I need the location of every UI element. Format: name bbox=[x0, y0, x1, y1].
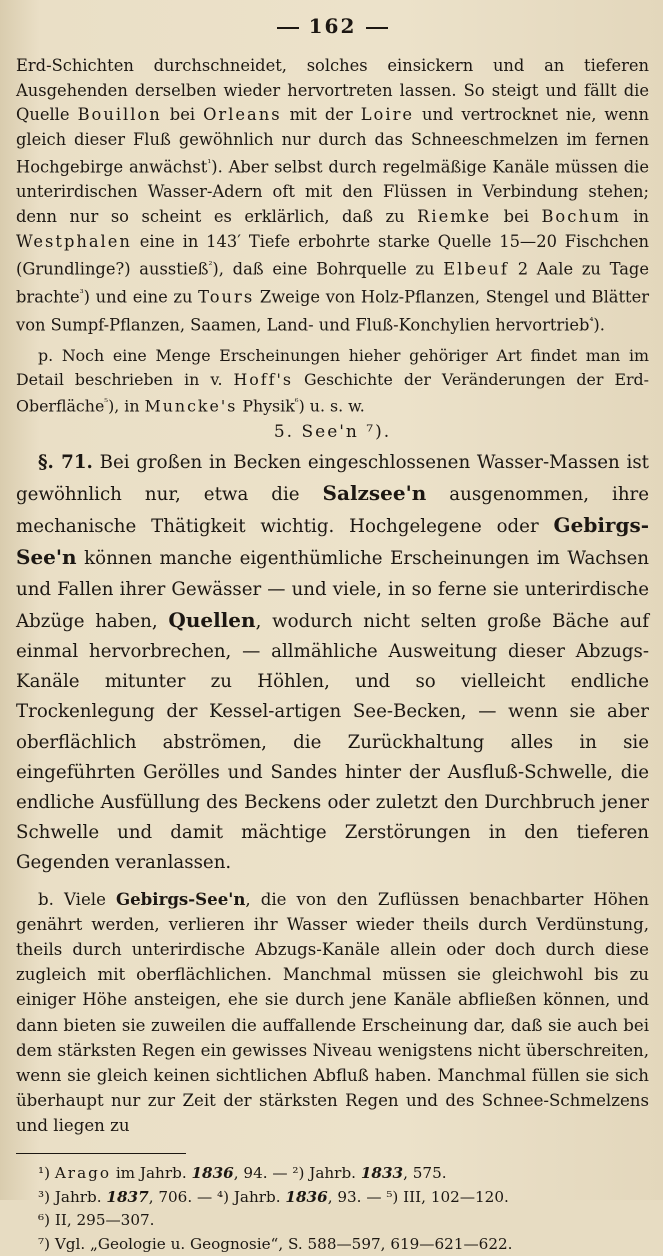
para1-run: ). bbox=[593, 315, 605, 335]
para2-run: Muncke's bbox=[144, 396, 238, 416]
paragraph-p-note bbox=[16, 344, 649, 417]
para4-run: b. Viele bbox=[38, 889, 116, 909]
footnote-run: , 93. — ⁵) III, 102—120. bbox=[327, 1187, 509, 1206]
para1-run: ) und eine zu bbox=[83, 287, 199, 307]
para2-run: p. Noch eine Menge Erscheinungen hieher gehöriger Art findet man im Detail beschrieben in v. bbox=[16, 346, 649, 389]
para1-run: und vertrocknet nie, wenn gleich dieser Fluß gewöhnlich nur durch das Schneeschmelzen im fernen Hochgebirge anwächst bbox=[16, 105, 649, 177]
dash-left bbox=[277, 27, 299, 29]
para3-run: Salzsee'n bbox=[322, 480, 427, 505]
footnote-run: ³) Jahrb. bbox=[38, 1187, 107, 1206]
footnote-run: Arago bbox=[54, 1164, 111, 1183]
footnote-run: 1833 bbox=[360, 1164, 404, 1183]
para3-run: Quellen bbox=[168, 607, 256, 632]
para2-run: ⁶ bbox=[294, 397, 299, 409]
para1-run: ¹ bbox=[207, 158, 212, 170]
paragraph-section-71 bbox=[16, 448, 649, 879]
footnote-run: , 575. bbox=[403, 1164, 447, 1183]
para1-run: 2 Aale zu Tage brachte bbox=[16, 259, 649, 307]
para1-run: mit der bbox=[281, 105, 361, 125]
para1-run: Elbeuf bbox=[443, 259, 509, 279]
para3-run: können manche eigenthümliche Erscheinungen im Wachsen und Fallen ihrer Gewässer — und viele, in so ferne sie unterirdische Abzüge haben, bbox=[16, 548, 649, 632]
para3-run: Gebirgs-See'n bbox=[16, 513, 649, 570]
page-number: 162 bbox=[16, 14, 649, 38]
footnote-line bbox=[16, 1209, 649, 1233]
para2-run: ⁵ bbox=[104, 397, 109, 409]
para1-run: Riemke bbox=[417, 206, 492, 226]
footnote-run: , 706. — ⁴) Jahrb. bbox=[148, 1187, 286, 1206]
para1-run: bei bbox=[161, 105, 204, 125]
footnotes bbox=[16, 1162, 649, 1256]
footnote-line bbox=[16, 1162, 649, 1186]
para3-run: , wodurch nicht selten große Bäche auf einmal hervorbrechen, — allmähliche Ausweitung dieser Abzugs-Kanäle mitunter zu Höhlen, und so vielleicht endliche Trockenlegung der Kessel-artigen See-Becken, — wenn sie aber oberflächlich abströmen, die Zurückhaltung alles in sie eingeführten Gerölles und Sandes hinter der Ausfluß-Schwelle, die endliche Ausfüllung des Beckens oder zuletzt den Durchbruch jener Schwelle und damit mächtige Zerstörungen in den tieferen Gegenden veranlassen. bbox=[16, 610, 650, 874]
footnote-run: im Jahrb. bbox=[111, 1164, 192, 1183]
footnote-line bbox=[16, 1186, 649, 1210]
para1-run: Orleans bbox=[203, 105, 282, 125]
para1-run: ). Aber selbst durch regelmäßige Kanäle müssen die unterirdischen Wasser-Adern oft mit den Flüssen in Verbindung stehen; denn nur so scheint es erklärlich, daß zu bbox=[16, 157, 649, 226]
para1-run: Bochum bbox=[541, 206, 621, 226]
para4-run: Gebirgs-See'n bbox=[115, 888, 246, 909]
footnote-run: , 94. — ²) Jahrb. bbox=[233, 1164, 361, 1183]
para2-run: ) u. s. w. bbox=[298, 396, 365, 416]
footnote-run: ¹) bbox=[38, 1164, 55, 1183]
para1-run: Loire bbox=[360, 105, 414, 125]
para1-run: in bbox=[620, 206, 649, 226]
para1-run: Tours bbox=[198, 287, 255, 307]
footnote-run: 1836 bbox=[285, 1187, 328, 1206]
footnote-run: ⁶) II, 295—307. bbox=[38, 1211, 155, 1230]
section-heading: 5. See'n ⁷). bbox=[273, 421, 392, 442]
para1-run: bei bbox=[491, 206, 542, 226]
para2-run: Geschichte der Veränderungen der Erd-Oberfläche bbox=[16, 369, 649, 416]
para4-run: , die von den Zuflüssen benachbarter Höhen genährt werden, verlieren ihr Wasser wieder theils durch Verdünstung, theils durch unterirdische Abzugs-Kanäle allein oder doch durch diese zugleich mit oberflächlichen. Manchmal müssen sie gleichwohl bis zu einiger Höhe ansteigen, ehe sie durch jene Kanäle abfließen können, und dann bieten sie zuweilen die auffallende Erscheinung dar, daß sie auch bei dem stärksten Regen ein gewisses Niveau wenigstens nicht überschreiten, wenn sie gleich keinen sichtlichen Abfluß haben. Manchmal füllen sie sich überhaupt nur zur Zeit der stärksten Regen und des Schnee-Schmelzens und liegen zu bbox=[16, 889, 649, 1136]
para1-run: Zweige von Holz-Pflanzen, Stengel und Blätter von Sumpf-Pflanzen, Saamen, Land- und Fluß-Konchylien hervortrieb bbox=[16, 287, 649, 335]
para2-run: Hoff's bbox=[233, 369, 293, 389]
para1-run: ⁴ bbox=[589, 316, 594, 328]
para1-run: Erd-Schichten durchschneidet, solches einsickern und an tieferen Ausgehenden derselben wieder hervortreten lassen. So steigt und fällt die Quelle bbox=[16, 56, 649, 125]
dash-right bbox=[366, 27, 388, 29]
paragraph-continuation bbox=[16, 54, 649, 338]
footnote-run: 1837 bbox=[106, 1187, 149, 1206]
para3-run: Bei großen in Becken eingeschlossenen Wasser-Massen ist gewöhnlich nur, etwa die bbox=[16, 451, 649, 505]
footnote-run: ⁷) Vgl. „Geologie u. Geognosie“, S. 588—597, 619—621—622. bbox=[38, 1234, 513, 1253]
para3-run: ausgenommen, ihre mechanische Thätigkeit wichtig. Hochgelegene oder bbox=[16, 483, 649, 538]
para1-run: eine in 143′ Tiefe erbohrte starke Quelle 15—20 Fischchen (Grundlinge?) ausstieß bbox=[16, 231, 649, 279]
footnote-rule bbox=[16, 1153, 186, 1155]
para2-run: Physik bbox=[237, 396, 295, 416]
footnote-run: 1836 bbox=[191, 1164, 234, 1183]
footnote-line bbox=[16, 1233, 649, 1256]
para2-run: ), in bbox=[108, 396, 145, 416]
para1-run: Bouillon bbox=[77, 105, 162, 125]
para1-run: ³ bbox=[79, 288, 84, 300]
para1-run: Westphalen bbox=[16, 231, 132, 251]
paragraph-b bbox=[16, 887, 649, 1139]
para3-run: §. 71. bbox=[38, 451, 93, 473]
para1-run: ² bbox=[208, 260, 213, 272]
para1-run: ), daß eine Bohrquelle zu bbox=[212, 259, 444, 279]
